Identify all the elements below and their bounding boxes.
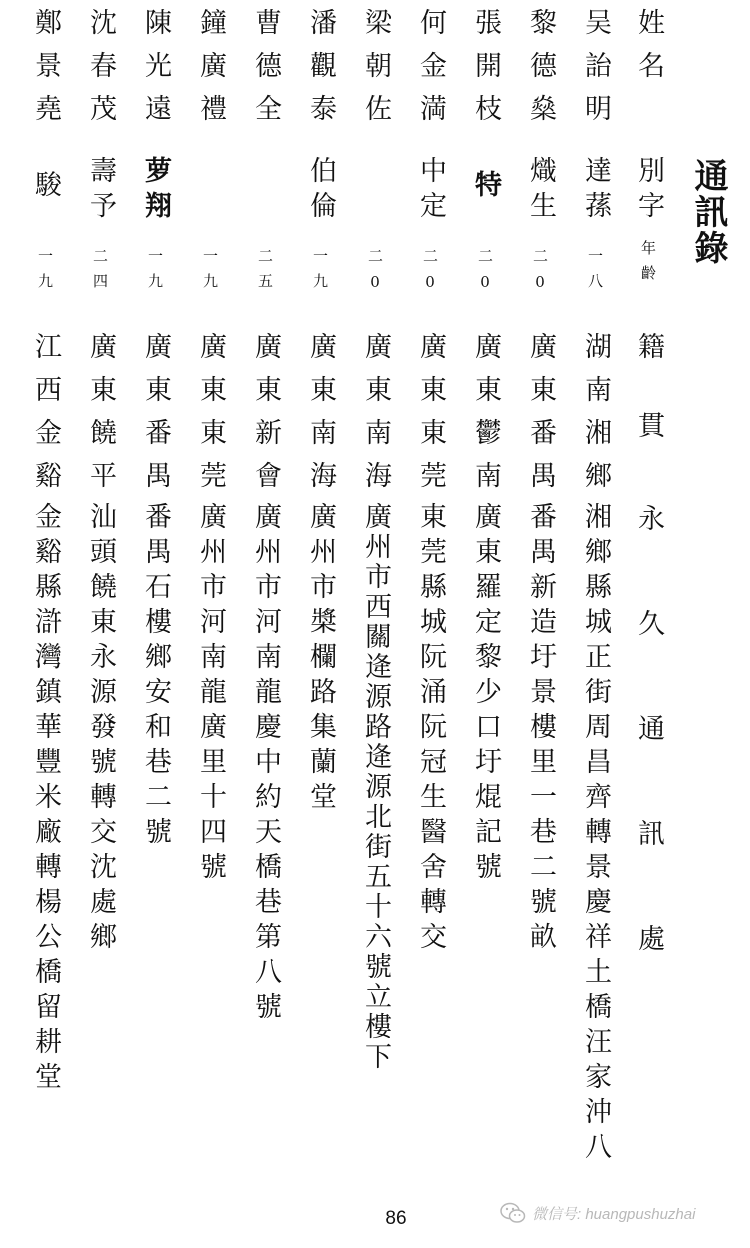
entry-address: 番禺石樓鄉安和巷二號 [140, 502, 171, 852]
wechat-icon [500, 1202, 526, 1224]
entry-name: 鄭景堯 [30, 8, 61, 137]
entry-origin: 廣東新會 [250, 332, 281, 504]
entry-age: 二0 [366, 248, 384, 301]
entry-address: 番禺新造圩景樓里一巷二號畝 [525, 502, 556, 957]
entry-origin: 湖南湘鄉 [580, 332, 611, 504]
entry-origin: 廣東東莞 [415, 332, 446, 504]
entry-name: 陳光遠 [140, 8, 171, 137]
entry-origin: 廣東鬱南 [470, 332, 501, 504]
entry-age: 二四 [91, 248, 109, 298]
entry-age: 一九 [146, 248, 164, 298]
entry-address: 廣州市河南龍慶中約天橋巷第八號 [250, 502, 281, 1027]
entry-address: 金谿縣滸灣鎮華豐米廠轉楊公橋留耕堂 [30, 502, 61, 1097]
entry-origin: 廣東南海 [360, 332, 391, 504]
entry-origin: 廣東南海 [305, 332, 336, 504]
entry-name: 沈春茂 [85, 8, 116, 137]
header-name: 姓名 [633, 8, 664, 94]
entry-alias: 達蓀 [580, 156, 611, 226]
entry-origin: 廣東東莞 [195, 332, 226, 504]
entry-address: 廣州市西關逄源路逄源北街五十六號立樓下 [360, 502, 391, 1072]
entry-age: 一九 [36, 248, 54, 298]
entry-name: 梁朝佐 [360, 8, 391, 137]
entry-origin: 江西金谿 [30, 332, 61, 504]
watermark-text: 微信号: huangpushuzhai [532, 1205, 696, 1223]
entry-alias: 駿 [30, 170, 61, 205]
entry-name: 何金満 [415, 8, 446, 137]
entry-name: 潘觀泰 [305, 8, 336, 137]
header-origin: 籍貫 [633, 332, 664, 490]
entry-alias: 萝翔 [140, 156, 171, 226]
entry-address: 汕頭饒東永源發號轉交沈處鄉 [85, 502, 116, 957]
entry-address: 東莞縣城阮涌阮冠生醫舍轉交 [415, 502, 446, 957]
entry-address: 廣東羅定黎少口圩焜記號 [470, 502, 501, 887]
entry-alias: 中定 [415, 156, 446, 226]
entry-age: 二五 [256, 248, 274, 298]
entry-origin: 廣東番禺 [140, 332, 171, 504]
entry-age: 一九 [311, 248, 329, 298]
entry-name: 曹德全 [250, 8, 281, 137]
entry-origin: 廣東饒平 [85, 332, 116, 504]
entry-age: 一八 [586, 248, 604, 298]
entry-alias: 熾生 [525, 156, 556, 226]
entry-address: 湘鄉縣城正街周昌齊轉景慶祥土橋汪家沖八 [580, 502, 611, 1167]
entry-age: 二0 [421, 248, 439, 301]
entry-alias: 壽予 [85, 156, 116, 226]
page-title: 通訊錄 [688, 158, 728, 266]
entry-age: 一九 [201, 248, 219, 298]
page-number: 86 [385, 1208, 407, 1229]
entry-address: 廣州市河南龍廣里十四號 [195, 502, 226, 887]
entry-alias: 伯倫 [305, 156, 336, 226]
entry-name: 黎德燊 [525, 8, 556, 137]
watermark [500, 1202, 695, 1224]
entry-name: 張開枝 [470, 8, 501, 137]
entry-age: 二0 [531, 248, 549, 301]
entry-address: 廣州市槳欄路集蘭堂 [305, 502, 336, 817]
header-age: 年齡 [639, 240, 657, 290]
entry-age: 二0 [476, 248, 494, 301]
entry-alias: 特 [470, 170, 501, 205]
entry-origin: 廣東番禺 [525, 332, 556, 504]
entry-name: 鐘廣禮 [195, 8, 226, 137]
header-alias: 別字 [633, 156, 664, 226]
entry-name: 吴詒明 [580, 8, 611, 137]
header-address: 永久通訊處 [633, 504, 664, 1029]
